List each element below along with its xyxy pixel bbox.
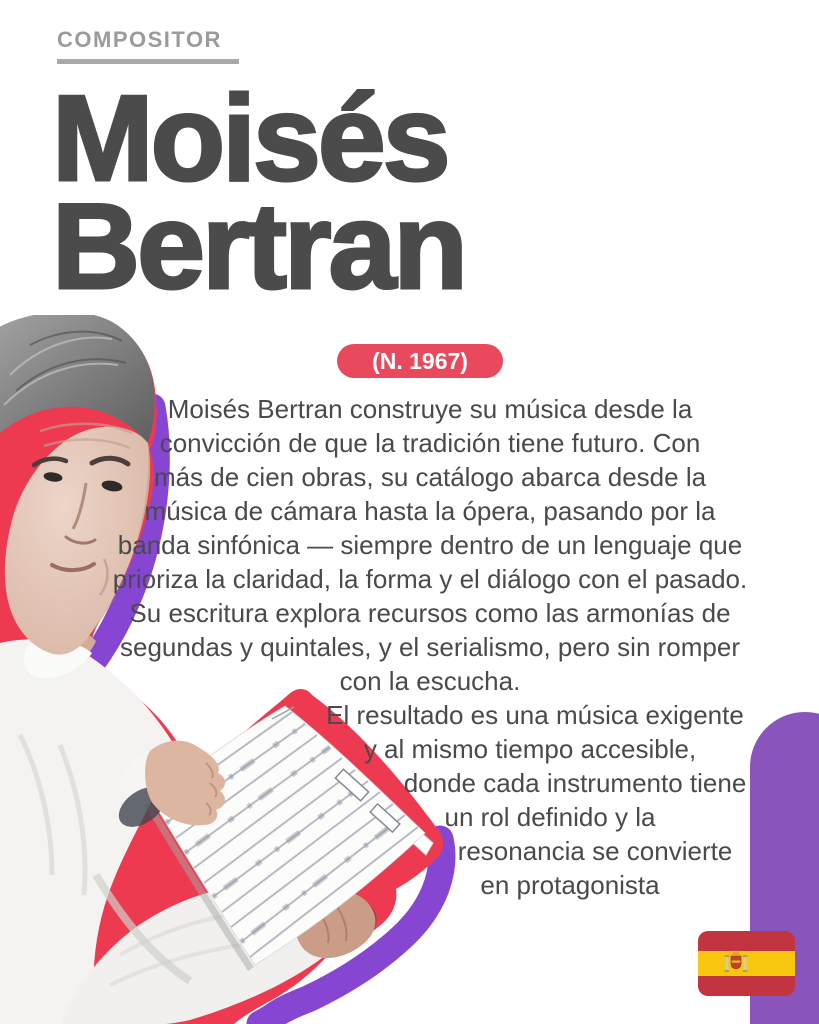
bio-line: segundas y quintales, y el serialismo, pero sin romper	[120, 632, 740, 662]
bio-line: convicción de que la tradición tiene futuro. Con	[159, 428, 701, 458]
bio-line: con la escucha.	[339, 666, 521, 696]
bio-line: El resultado es una música exigente	[326, 700, 744, 730]
title-line-2: Bertran	[52, 178, 465, 314]
kicker-underline	[57, 59, 239, 64]
kicker-label: COMPOSITOR	[57, 27, 222, 52]
bio-line: Su escritura explora recursos como las armonías de	[129, 598, 731, 628]
bio-paragraph	[90, 392, 770, 902]
bio-line: banda sinfónica — siempre dentro de un lenguaje que	[117, 530, 743, 560]
bio-line: Moisés Bertran construye su música desde la	[167, 394, 693, 424]
bio-line: más de cien obras, su catálogo abarca desde la	[153, 462, 707, 492]
bio-line: prioriza la claridad, la forma y el diálogo con el pasado.	[112, 564, 748, 594]
birth-year-badge: (N. 1967)	[337, 344, 503, 378]
bio-line: un rol definido y la	[444, 802, 656, 832]
bio-line: y al mismo tiempo accesible,	[363, 734, 697, 764]
bio-line: música de cámara hasta la ópera, pasando por la	[144, 496, 716, 526]
bio-line: donde cada instrumento tiene	[403, 768, 747, 798]
spain-flag-icon	[698, 931, 795, 996]
bio-line: en protagonista	[480, 870, 660, 900]
page-title	[52, 70, 465, 314]
bio-line: resonancia se convierte	[457, 836, 733, 866]
title-line-1: Moisés	[52, 70, 448, 206]
